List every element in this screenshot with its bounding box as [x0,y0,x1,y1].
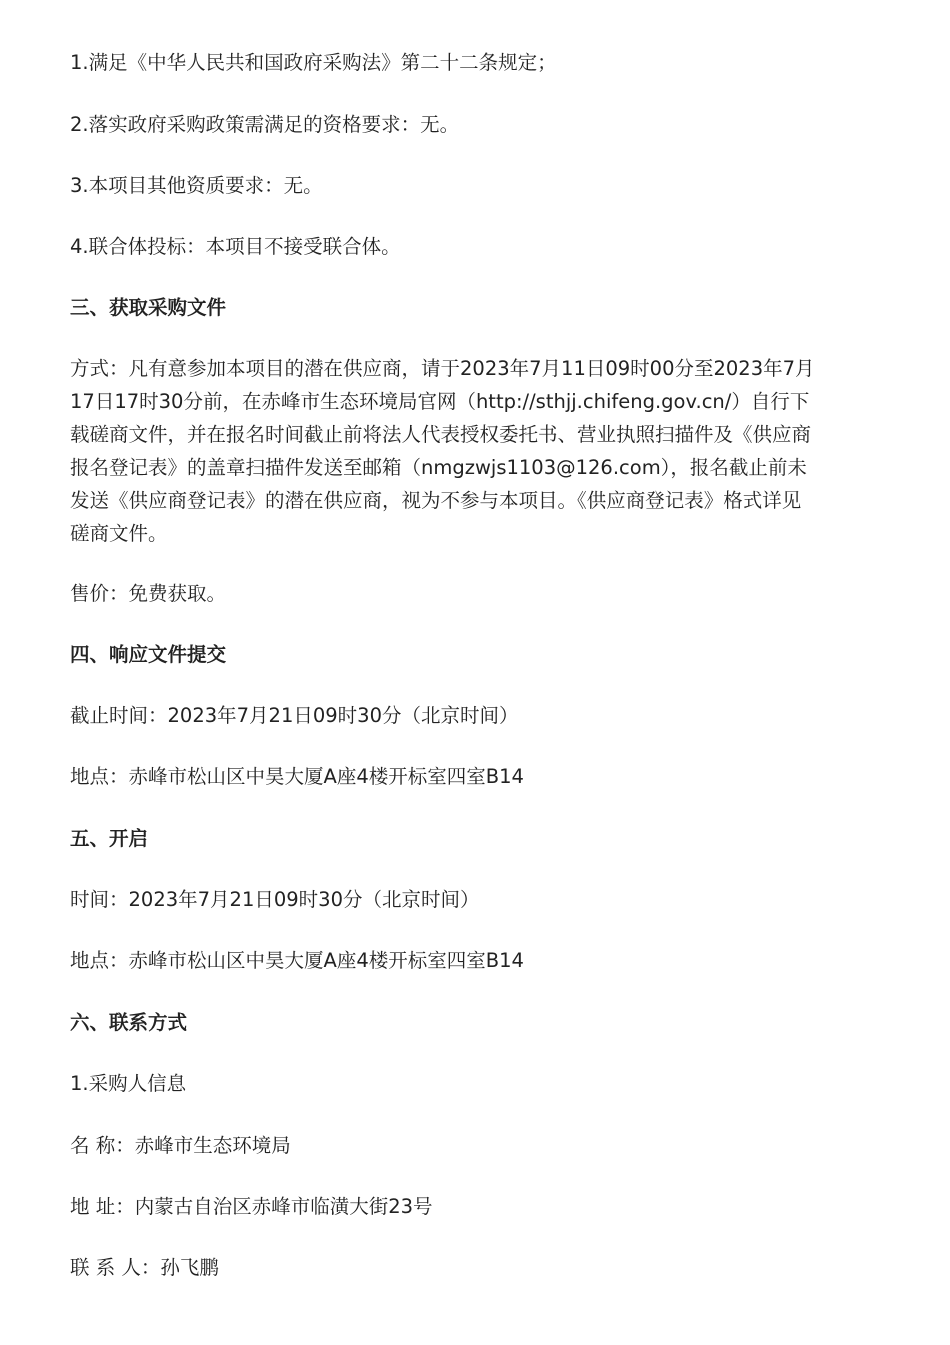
opening-location: 地点：赤峰市松山区中昊大厦A座4楼开标室四室B14 [70,949,524,972]
buyer-name: 名 称：赤峰市生态环境局 [70,1134,291,1157]
obtain-method-line: 方式：凡有意参加本项目的潜在供应商，请于2023年7月11日09时00分至2023年7月 [70,357,815,380]
requirement-item-1: 1.满足《中华人民共和国政府采购法》第二十二条规定； [70,51,557,74]
section-heading-opening: 五、开启 [70,827,149,850]
section-heading-submission: 四、响应文件提交 [70,643,227,666]
submission-location: 地点：赤峰市松山区中昊大厦A座4楼开标室四室B14 [70,765,524,788]
opening-time: 时间：2023年7月21日09时30分（北京时间） [70,888,480,911]
buyer-info-label: 1.采购人信息 [70,1072,187,1095]
requirement-item-4: 4.联合体投标：本项目不接受联合体。 [70,235,401,258]
obtain-method-line: 载磋商文件，并在报名时间截止前将法人代表授权委托书、营业执照扫描件及《供应商 [70,423,812,446]
buyer-contact-person: 联 系 人：孙飞鹏 [70,1256,219,1279]
obtain-method-line: 发送《供应商登记表》的潜在供应商，视为不参与本项目。《供应商登记表》格式详见 [70,489,802,512]
requirement-item-2: 2.落实政府采购政策需满足的资格要求：无。 [70,113,460,136]
obtain-method-line: 报名登记表》的盖章扫描件发送至邮箱（nmgzwjs1103@126.com），报名截止前未 [70,456,807,479]
section-heading-contact: 六、联系方式 [70,1011,188,1034]
buyer-address: 地 址：内蒙古自治区赤峰市临潢大街23号 [70,1195,433,1218]
requirement-item-3: 3.本项目其他资质要求：无。 [70,174,323,197]
submission-deadline: 截止时间：2023年7月21日09时30分（北京时间） [70,704,519,727]
price-text: 售价：免费获取。 [70,582,227,605]
section-heading-obtain-documents: 三、获取采购文件 [70,296,227,319]
obtain-method-paragraph [70,352,882,550]
obtain-method-line: 17日17时30分前，在赤峰市生态环境局官网（http://sthjj.chifeng.gov.cn/）自行下 [70,390,810,413]
obtain-method-line: 磋商文件。 [70,522,168,545]
